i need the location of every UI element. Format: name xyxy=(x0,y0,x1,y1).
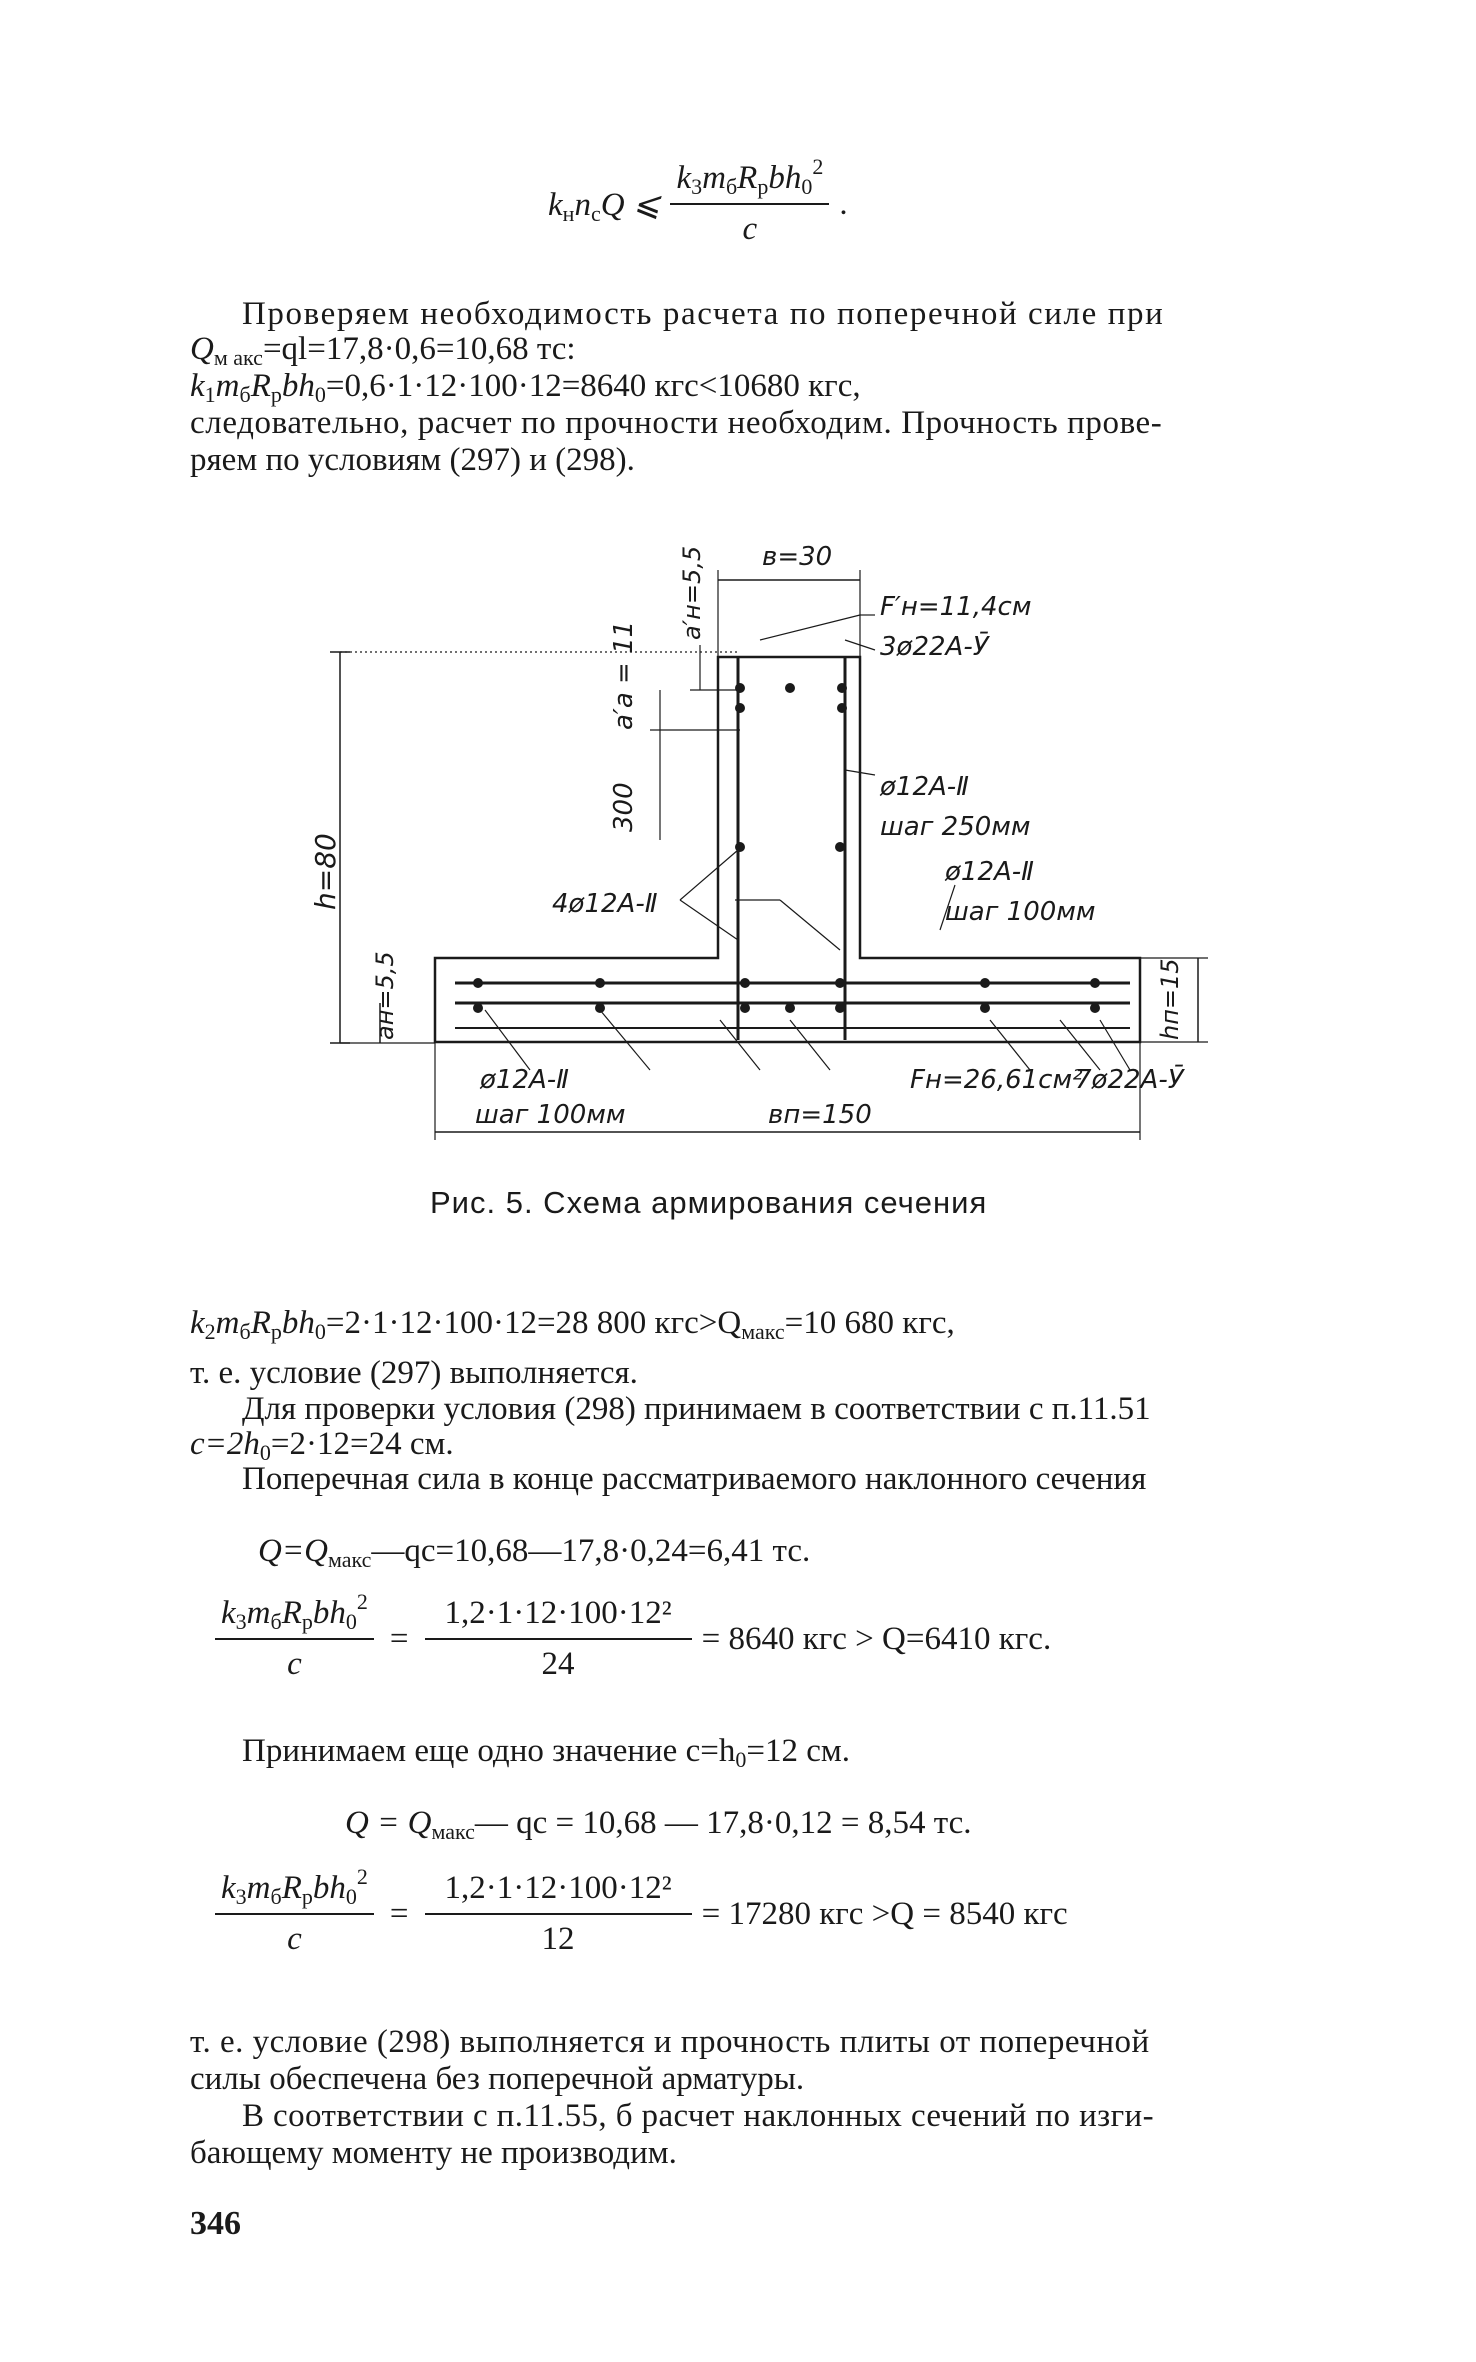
label-hn: hп=15 xyxy=(1156,958,1184,1040)
para2-line4: $c=2h_0=2\cdot 12=24$ см. xyxy=(190,1426,454,1465)
page-number: 346 xyxy=(190,2205,241,2242)
label-fn-bot: Fн=26,61см² xyxy=(910,1065,1083,1095)
para4-line4: бающему моменту не производим. xyxy=(190,2135,677,2171)
label-bars-top: 3ø22А-Ӯ xyxy=(880,632,989,662)
label-b: в=30 xyxy=(762,542,833,572)
para1-line3: $k_1m_бR_рbh_0=0,6\cdot 1\cdot 12\cdot 100\cdot 12=8640$ кгс<10680 кгс, xyxy=(190,368,861,407)
label-4bars: 4ø12А-Ⅱ xyxy=(552,889,658,919)
formula-top-tail: . xyxy=(839,185,848,222)
formula-top-numerator: $k_3m_бR_рbh_0^2$ xyxy=(670,160,829,205)
formula-top-denominator: c xyxy=(742,211,758,247)
label-an-top: a′н=5,5 xyxy=(678,545,706,640)
eq-fraction-1-left: $\frac{k_3m_бR_рbh_0^2}{c}$ xyxy=(215,1595,374,1683)
eq-q2: $Q = Q_{макс}—$ qc = 10,68 — 17,8·0,12 = 8,54 тс. xyxy=(345,1805,972,1844)
eq-fraction-1: $\frac{k_3m_бR_рbh_0^2}{c}$ = $\frac{\text{1,2·1·12·100·12²}}{24}$ = 8640 кгс > Q=6410 кгс. xyxy=(205,1595,1051,1683)
para2-line5: Поперечная сила в конце рассматриваемого наклонного сечения xyxy=(242,1461,1147,1497)
para4-line1: т. е. условие (298) выполняется и прочность плиты от поперечной xyxy=(190,2024,1150,2060)
eq-fraction-1-right: $\frac{\text{1,2·1·12·100·12²}}{24}$ xyxy=(425,1595,692,1683)
eq-q1: $Q=Q_{макс}—qc=10,68—17,8\cdot 0,24=6,41$ тс. xyxy=(258,1533,811,1572)
label-aa: a′a = 11 xyxy=(609,620,639,730)
label-bottom-step: шаг 100мм xyxy=(475,1100,626,1130)
formula-top xyxy=(548,154,848,248)
para1-line2: $Q_{м акс}=ql=17,8\cdot 0,6=10,68$ тс: xyxy=(190,331,576,370)
formula-top-lhs: $k_нn_сQ$ ⩽ xyxy=(548,187,661,226)
eq-fraction-2-right: $\frac{\text{1,2·1·12·100·12²}}{12}$ xyxy=(425,1870,692,1958)
label-h: h=80 xyxy=(309,833,342,910)
label-300: 300 xyxy=(609,782,639,832)
label-stirrup1: ø12А-Ⅱ xyxy=(880,772,969,802)
eq-fraction-2-left: $\frac{k_3m_бR_рbh_0^2}{c}$ xyxy=(215,1870,374,1958)
label-fn-top: F′н=11,4см xyxy=(880,592,1032,622)
para1-line5: ряем по условиям (297) и (298). xyxy=(190,442,635,478)
para1-line4: следовательно, расчет по прочности необходим. Прочность прове- xyxy=(190,405,1163,441)
formula-top-fraction xyxy=(670,154,829,248)
label-stirrup2: ø12А-Ⅱ xyxy=(945,857,1034,887)
label-an-bot: aн=5,5 xyxy=(371,951,399,1040)
para2-line2: т. е. условие (297) выполняется. xyxy=(190,1355,638,1391)
para3-line1: Принимаем еще одно значение $c=h_0=12$ см. xyxy=(242,1733,850,1772)
para2-line1: $k_2m_бR_рbh_0=2\cdot 1\cdot 12\cdot 100\cdot 12=28$ 800 $кгс>Q_{макс}=10$ 680 кгс, xyxy=(190,1305,955,1344)
label-step1: шаг 250мм xyxy=(880,812,1031,842)
reinforcement-diagram xyxy=(0,540,1476,1240)
label-bottom-bar: ø12А-Ⅱ xyxy=(480,1065,569,1095)
label-bars-bot: 7ø22А-Ӯ xyxy=(1075,1065,1184,1095)
para1-line1: Проверяем необходимость расчета по поперечной силе при xyxy=(242,296,1165,332)
figure-caption: Рис. 5. Схема армирования сечения xyxy=(430,1185,988,1220)
label-bn: вп=150 xyxy=(768,1100,872,1130)
para4-line2: силы обеспечена без поперечной арматуры. xyxy=(190,2061,805,2097)
eq-fraction-2: $\frac{k_3m_бR_рbh_0^2}{c}$ = $\frac{\text{1,2·1·12·100·12²}}{12}$ = 17280 кгс >Q = 8540 кгс xyxy=(205,1870,1068,1958)
para2-line3: Для проверки условия (298) принимаем в соответствии с п.11.51 xyxy=(242,1391,1151,1427)
para4-line3: В соответствии с п.11.55, б расчет наклонных сечений по изги- xyxy=(242,2098,1154,2134)
label-step2: шаг 100мм xyxy=(945,897,1096,927)
